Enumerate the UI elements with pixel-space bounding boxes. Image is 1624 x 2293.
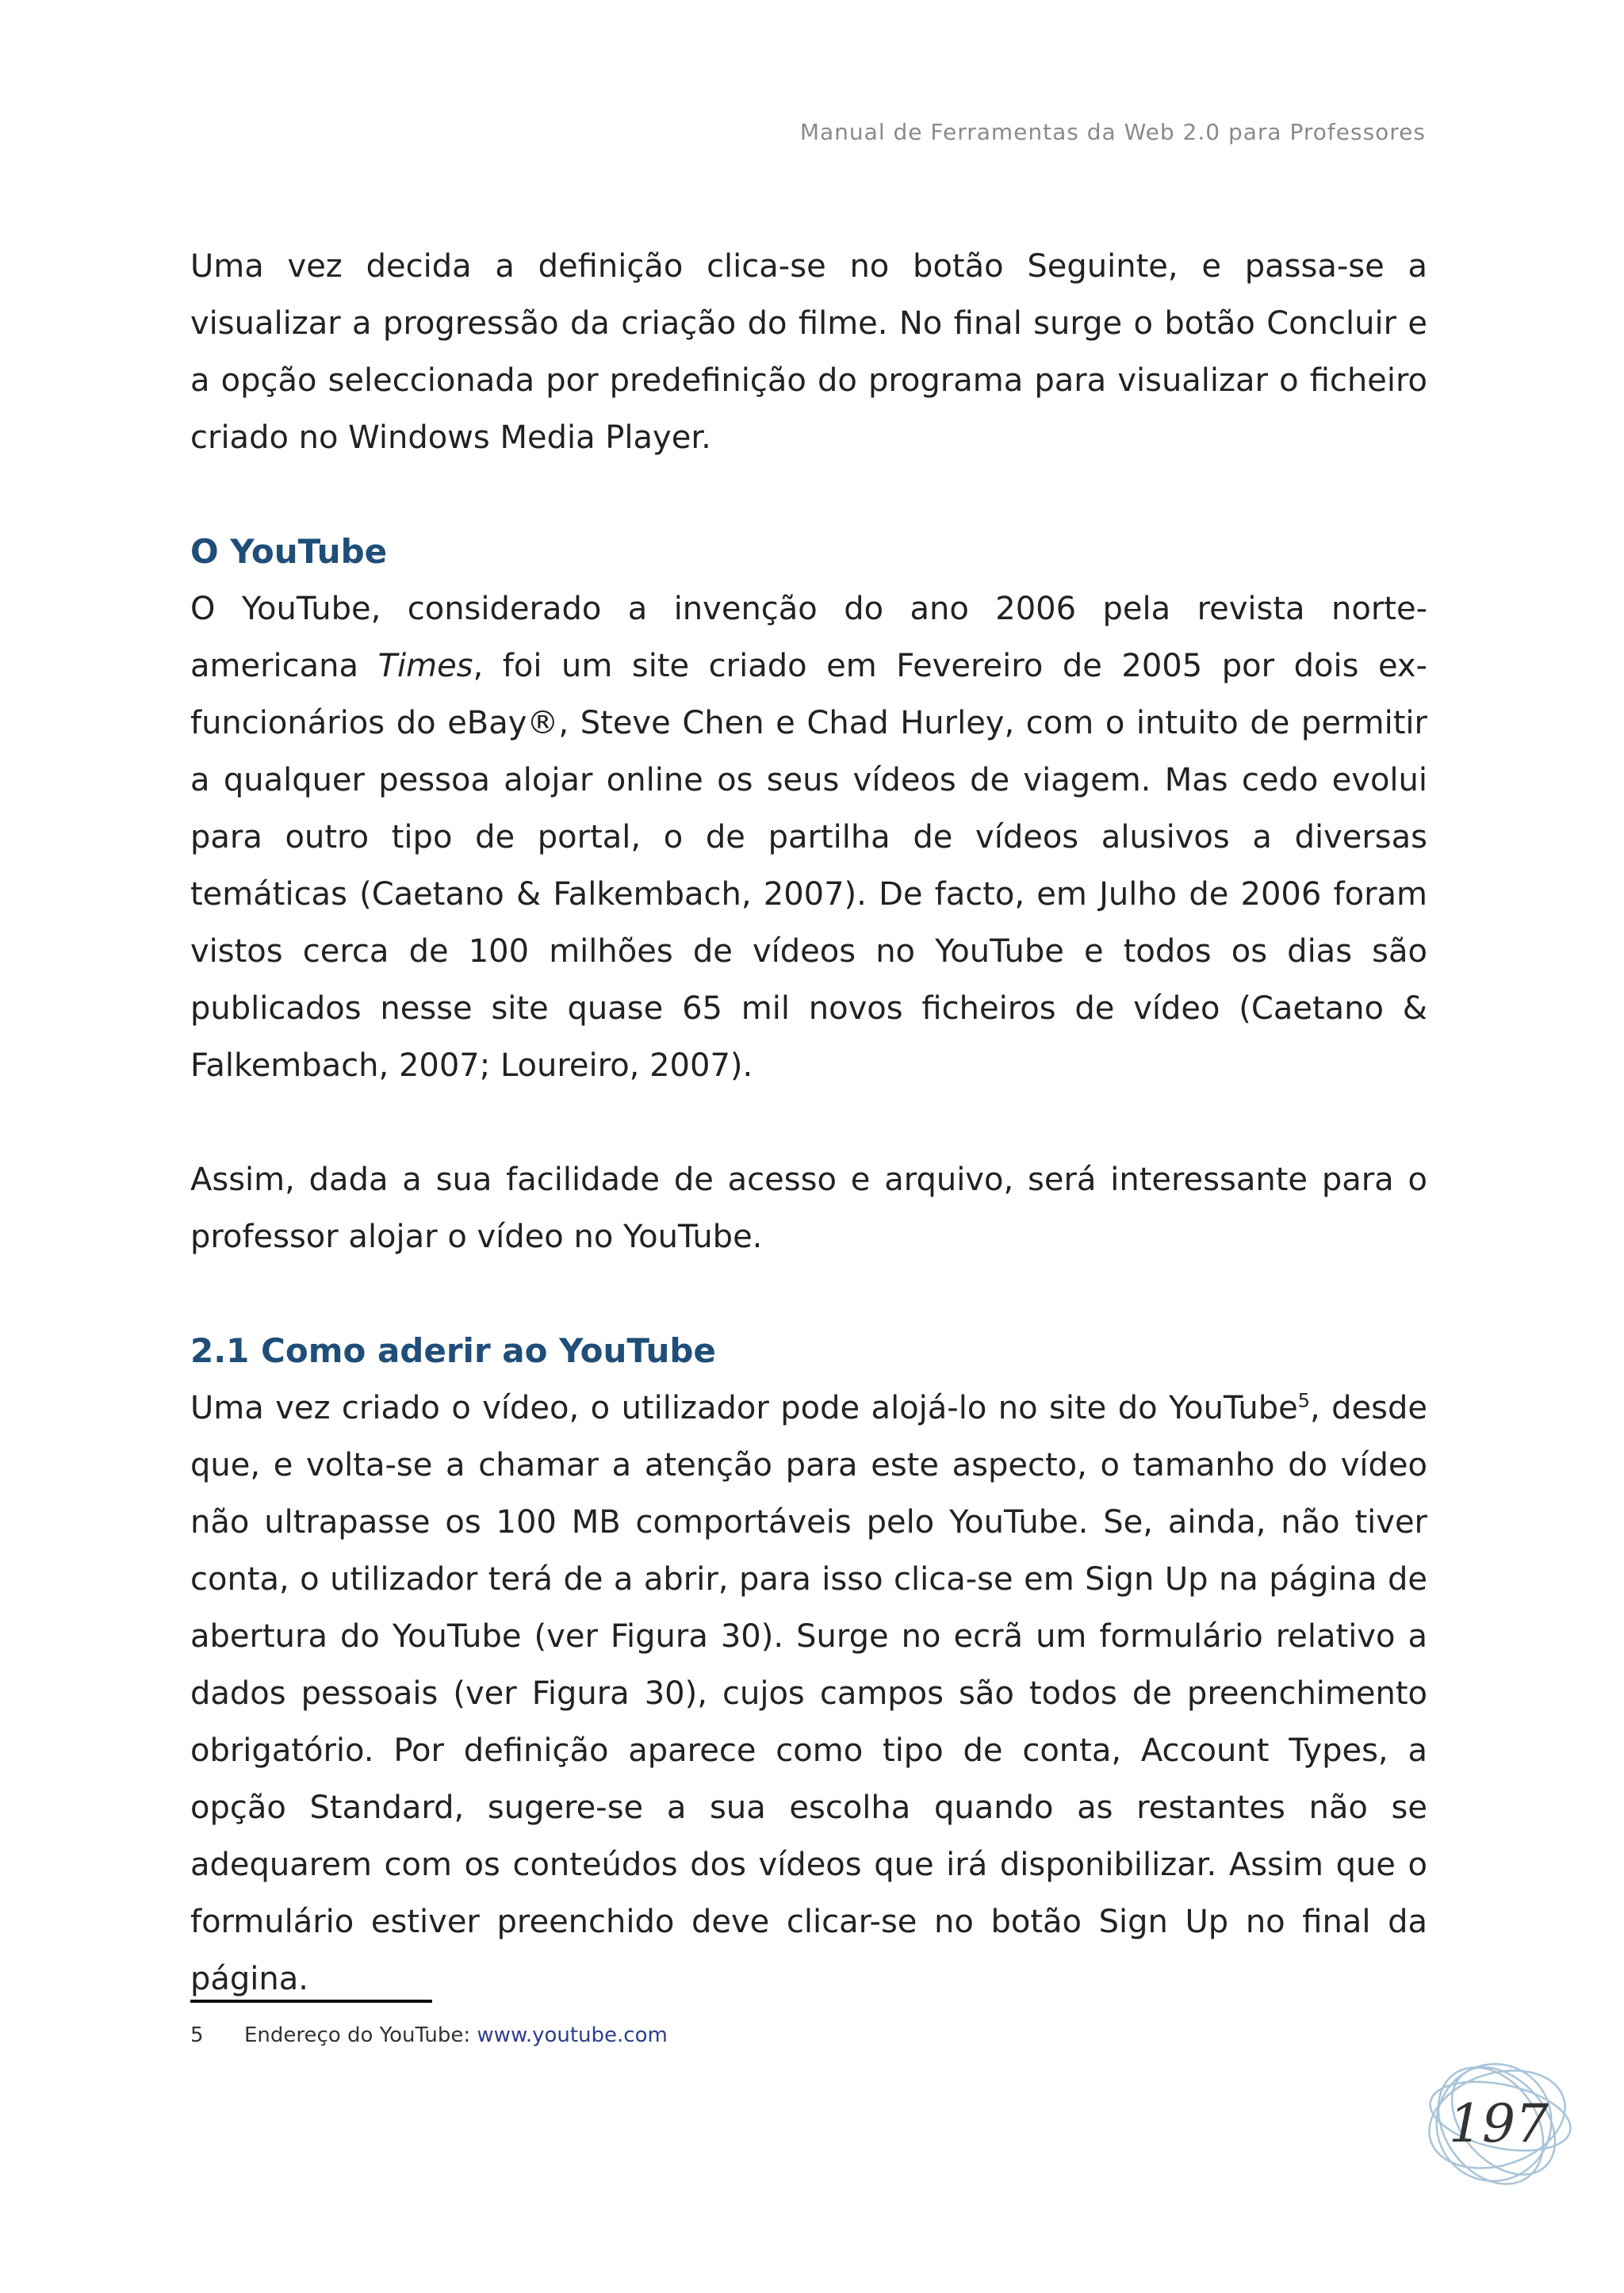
- section-heading-join-youtube: 2.1 Como aderir ao YouTube: [190, 1331, 716, 1370]
- footnote: [190, 2023, 668, 2047]
- running-header: Manual de Ferramentas da Web 2.0 para Professores: [799, 119, 1426, 145]
- text-run: , desde que, e volta-se a chamar a atenção para este aspecto, o tamanho do vídeo não ultrapasse os 100 MB comportáveis pelo YouTube. Se, ainda, não tiver conta, o utilizador terá de a abrir, para isso clica-se em Sign Up na página de abertura do YouTube (ver Figura 30). Surge no ecrã um formulário relativo a dados pessoais (ver Figura 30), cujos campos são todos de preenchimento obrigatório. Por definição aparece como tipo de conta, Account Types, a opção Standard, sugere-se a sua escolha quando as restantes não se adequarem com os conteúdos dos vídeos que irá disponibilizar. Assim que o formulário estiver preenchido deve clicar-se no botão Sign Up no final da página.: [190, 1390, 1427, 1997]
- paragraph-youtube-history: [190, 580, 1427, 1094]
- section-heading-youtube: O YouTube: [190, 532, 388, 571]
- footnote-separator: [190, 2000, 432, 2003]
- text-run: O YouTube, considerado a invenção do ano 2006 pela revista norte-americana: [190, 591, 1427, 684]
- paragraph-movie-completion: Uma vez decida a definição clica-se no botão Seguinte, e passa-se a visualizar a progressão da criação do filme. No final surge o botão Concluir e a opção seleccionada por predefinição do programa para visualizar o ficheiro criado no Windows Media Player.: [190, 248, 1427, 456]
- footnote-number: 5: [190, 2023, 204, 2047]
- footnote-text: Endereço do YouTube:: [244, 2023, 477, 2047]
- footnote-link[interactable]: www.youtube.com: [477, 2023, 668, 2047]
- footnote-reference[interactable]: 5: [1297, 1389, 1310, 1412]
- page-content: [190, 238, 1427, 2008]
- text-run: Uma vez criado o vídeo, o utilizador pode alojá-lo no site do YouTube: [190, 1390, 1298, 1426]
- italic-times: Times: [377, 648, 473, 684]
- paragraph-youtube-recommendation: Assim, dada a sua facilidade de acesso e arquivo, será interessante para o professor alojar o vídeo no YouTube.: [190, 1162, 1427, 1255]
- text-run: , foi um site criado em Fevereiro de 2005 por dois ex-funcionários do eBay®, Steve Chen e Chad Hurley, com o intuito de permitir a qualquer pessoa alojar online os seus vídeos de viagem. Mas cedo evolui para outro tipo de portal, o de partilha de vídeos alusivos a diversas temáticas (Caetano & Falkembach, 2007). De facto, em Julho de 2006 foram vistos cerca de 100 milhões de vídeos no YouTube e todos os dias são publicados nesse site quase 65 mil novos ficheiros de vídeo (Caetano & Falkembach, 2007; Loureiro, 2007).: [190, 648, 1427, 1084]
- paragraph-join-youtube: [190, 1380, 1427, 2008]
- page-number: 197: [1449, 2093, 1549, 2154]
